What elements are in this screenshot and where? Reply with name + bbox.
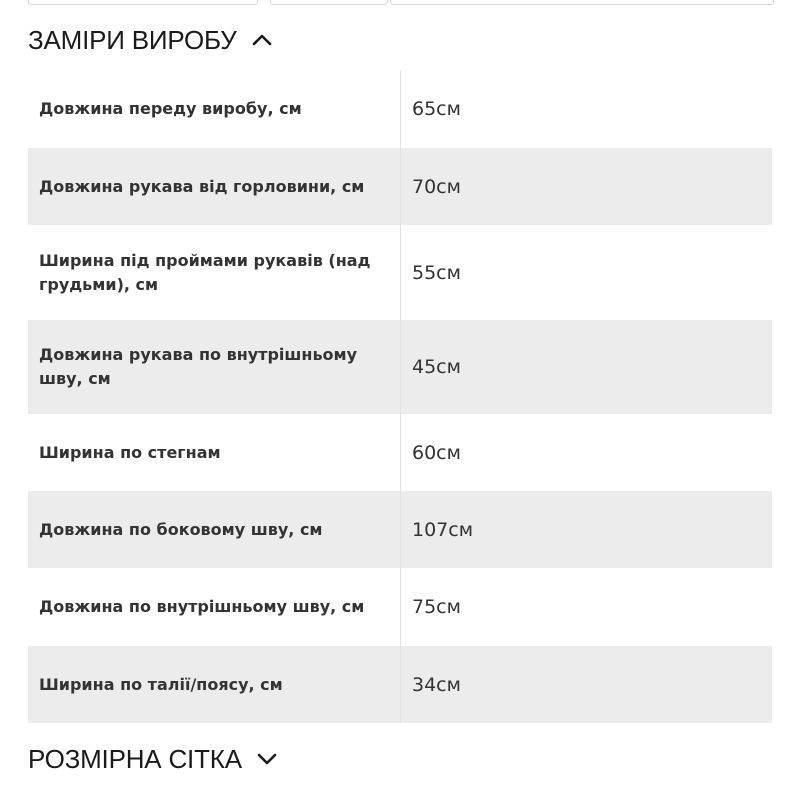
- measurement-value: 75см: [412, 596, 461, 618]
- table-row: [28, 414, 772, 491]
- table-row: [28, 568, 772, 646]
- measurement-value: 34см: [412, 673, 461, 696]
- chevron-up-icon: [251, 29, 273, 51]
- measurements-table: [28, 70, 772, 723]
- measurement-value: 70см: [412, 175, 461, 198]
- measurements-section-title: ЗАМІРИ ВИРОБУ: [28, 24, 237, 55]
- tab-edge[interactable]: [28, 0, 258, 5]
- measurement-value: 45см: [412, 356, 461, 378]
- measurement-value: 60см: [412, 441, 461, 464]
- top-tab-strip: [28, 0, 772, 4]
- table-row: [28, 646, 772, 723]
- measurement-value: 55см: [412, 261, 461, 284]
- size-chart-section-toggle[interactable]: [28, 741, 278, 777]
- measurement-label: Довжина рукава по внутрішньому шву, см: [28, 320, 401, 414]
- tab-edge[interactable]: [270, 0, 388, 5]
- size-chart-section-title: РОЗМІРНА СІТКА: [28, 743, 242, 774]
- measurement-label: Ширина по стегнам: [28, 414, 401, 491]
- table-row: [28, 491, 772, 568]
- measurement-label: Довжина по внутрішньому шву, см: [28, 568, 401, 646]
- table-row: [28, 70, 772, 148]
- measurement-label: Довжина переду виробу, см: [28, 70, 401, 148]
- measurement-label: Ширина під проймами рукавів (над грудьми), см: [28, 225, 401, 320]
- measurement-value: 65см: [412, 98, 461, 120]
- measurement-label: Довжина по боковому шву, см: [28, 491, 401, 568]
- tab-edge[interactable]: [390, 0, 774, 5]
- measurement-label: Довжина рукава від горловини, см: [28, 148, 401, 225]
- table-row: [28, 225, 772, 320]
- chevron-down-icon: [256, 748, 278, 770]
- table-row: [28, 320, 772, 414]
- measurements-section-toggle[interactable]: [28, 22, 273, 58]
- table-row: [28, 148, 772, 225]
- measurement-label: Ширина по талії/поясу, см: [28, 646, 401, 723]
- measurement-value: 107см: [412, 518, 474, 541]
